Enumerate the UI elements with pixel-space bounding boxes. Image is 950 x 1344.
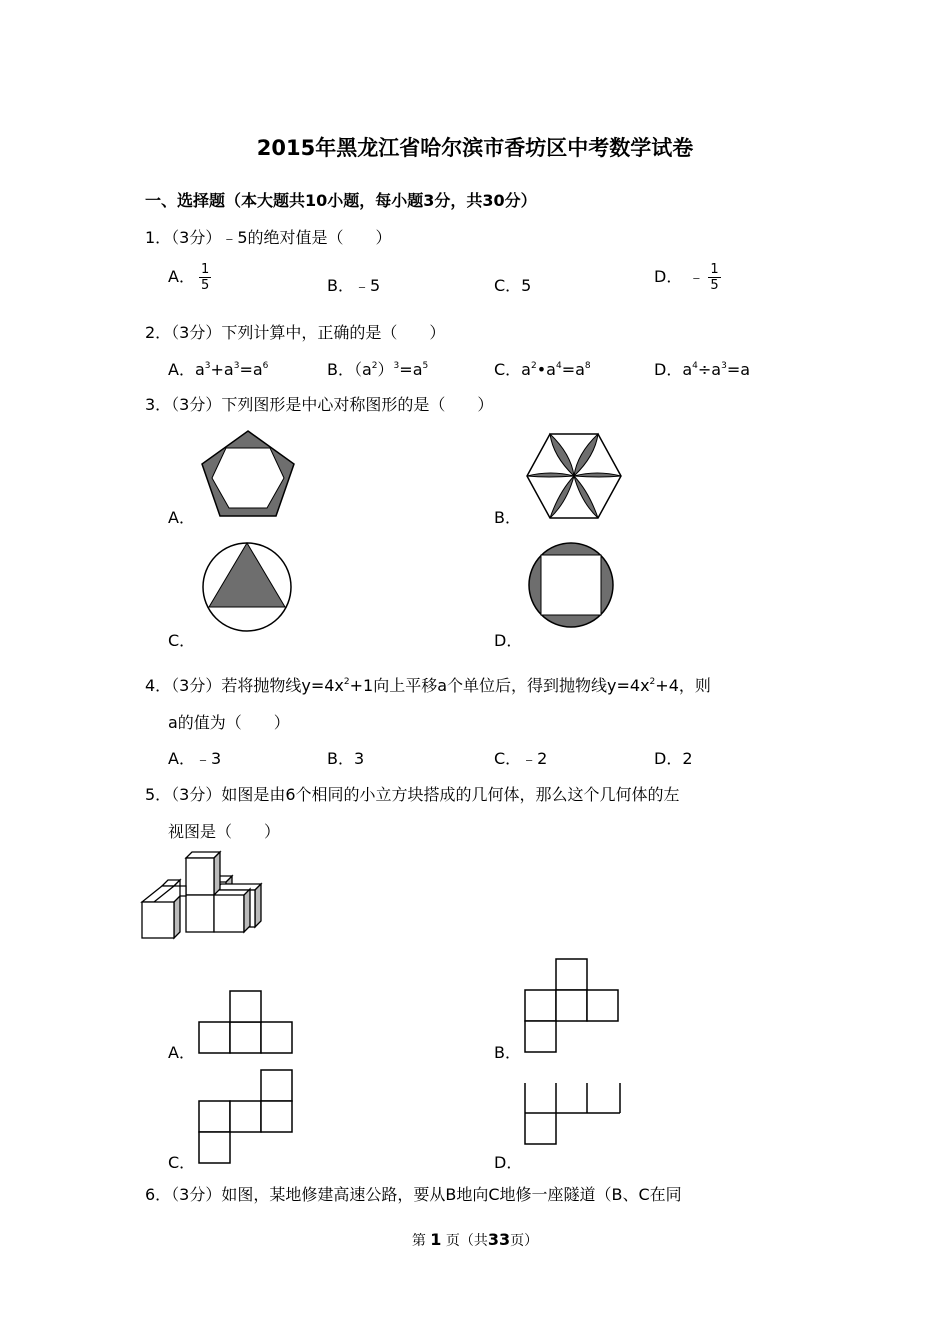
exponent: 3 (393, 361, 400, 371)
exponent: 3 (233, 361, 240, 371)
text-part: =a (561, 360, 585, 379)
q1-option-d-fraction (708, 262, 720, 293)
text-part: +a (210, 360, 234, 379)
fraction-denominator: 5 (710, 278, 719, 293)
exponent: 2 (530, 361, 537, 371)
q4-option-b: B．3 (327, 749, 365, 768)
question-5-stem: 5．（3分）如图是由6个相同的小立方块搭成的几何体，那么这个几何体的左 (145, 785, 680, 804)
q1-option-a (168, 262, 211, 293)
section-heading: 一、选择题（本大题共10小题，每小题3分，共30分） (145, 191, 537, 210)
text-part: =a (239, 360, 263, 379)
text-part: +1向上平移a个单位后，得到抛物线y=4x (349, 676, 650, 695)
page-footer (0, 1230, 950, 1250)
exponent: 4 (692, 361, 698, 371)
exponent: 8 (584, 361, 591, 371)
q5-option-b-view (524, 958, 620, 1054)
question-4-stem-line2: a的值为（ ） (168, 713, 290, 732)
footer-text: 页（共 (445, 1233, 488, 1249)
q2-option-c (494, 357, 591, 380)
q1-option-b: B．﹣5 (327, 276, 381, 295)
q4-option-d: D．2 (654, 749, 693, 768)
q5-option-a-label: A． (168, 1043, 195, 1062)
text-part: B．（a (327, 360, 372, 379)
text-part: 4．（3分）若将抛物线y=4x (145, 676, 344, 695)
q5-option-a-view (198, 990, 294, 1054)
fraction-numerator: 1 (710, 262, 719, 277)
text-part: D．a (654, 360, 693, 379)
fraction-denominator: 5 (200, 278, 210, 293)
q1-option-d-sign: ﹣ (688, 267, 705, 286)
exponent: 2 (649, 677, 656, 687)
q3-option-d-label: D． (494, 631, 523, 650)
q3-figure-d-circle-square (526, 540, 616, 630)
exam-title: 2015年黑龙江省哈尔滨市香坊区中考数学试卷 (256, 136, 694, 160)
exponent: 5 (422, 361, 429, 371)
q2-option-a (168, 357, 268, 380)
q5-option-d-label: D． (494, 1153, 523, 1172)
q4-option-c: C．﹣2 (494, 749, 548, 768)
exponent: 6 (262, 361, 269, 371)
text-part: ） (377, 360, 394, 379)
exponent: 4 (555, 361, 562, 371)
q2-option-d (654, 357, 750, 380)
question-1-stem: 1．（3分）﹣5的绝对值是（ ） (145, 228, 392, 247)
q1-option-d-label: D． (654, 267, 683, 286)
page-number: 1 (430, 1230, 442, 1249)
q3-option-c-label: C． (168, 631, 196, 650)
q1-option-c: C．5 (494, 276, 532, 295)
q1-option-a-fraction (199, 262, 211, 293)
fraction-numerator: 1 (200, 262, 210, 277)
q5-option-b-label: B． (494, 1043, 521, 1062)
q5-option-d-view (524, 1080, 622, 1146)
exponent: 2 (371, 361, 378, 371)
text-part: •a (536, 360, 556, 379)
exponent: 3 (721, 361, 727, 371)
text-part: A．a (168, 360, 205, 379)
q3-figure-a-pentagon (198, 428, 298, 520)
q3-figure-c-circle-triangle (200, 540, 294, 634)
q1-option-d (654, 262, 721, 293)
q5-cube-stack-figure (140, 850, 265, 942)
question-4-stem (145, 673, 711, 696)
text-part: =a (399, 360, 423, 379)
q1-option-a-label: A． (168, 267, 195, 286)
footer-text: 页） (510, 1233, 539, 1249)
total-pages: 33 (487, 1230, 511, 1249)
text-part: +4，则 (655, 676, 711, 695)
q5-option-c-view (198, 1069, 294, 1165)
text-part: ÷a (697, 360, 722, 379)
question-2-stem: 2．（3分）下列计算中，正确的是（ ） (145, 323, 446, 342)
exponent: 3 (204, 361, 211, 371)
q3-option-a-label: A． (168, 508, 195, 527)
question-3-stem: 3．（3分）下列图形是中心对称图形的是（ ） (145, 395, 494, 414)
text-part: =a (726, 360, 751, 379)
q3-figure-b-hexagon (525, 432, 623, 520)
question-6-stem: 6．（3分）如图，某地修建高速公路，要从B地向C地修一座隧道（B、C在同 (145, 1185, 682, 1204)
exponent: 2 (343, 677, 350, 687)
q3-option-b-label: B． (494, 508, 521, 527)
q5-option-c-label: C． (168, 1153, 196, 1172)
q2-option-b (327, 357, 428, 380)
q4-option-a: A．﹣3 (168, 749, 222, 768)
question-5-stem-line2: 视图是（ ） (168, 822, 281, 841)
text-part: C．a (494, 360, 531, 379)
footer-text: 第 (411, 1233, 426, 1249)
